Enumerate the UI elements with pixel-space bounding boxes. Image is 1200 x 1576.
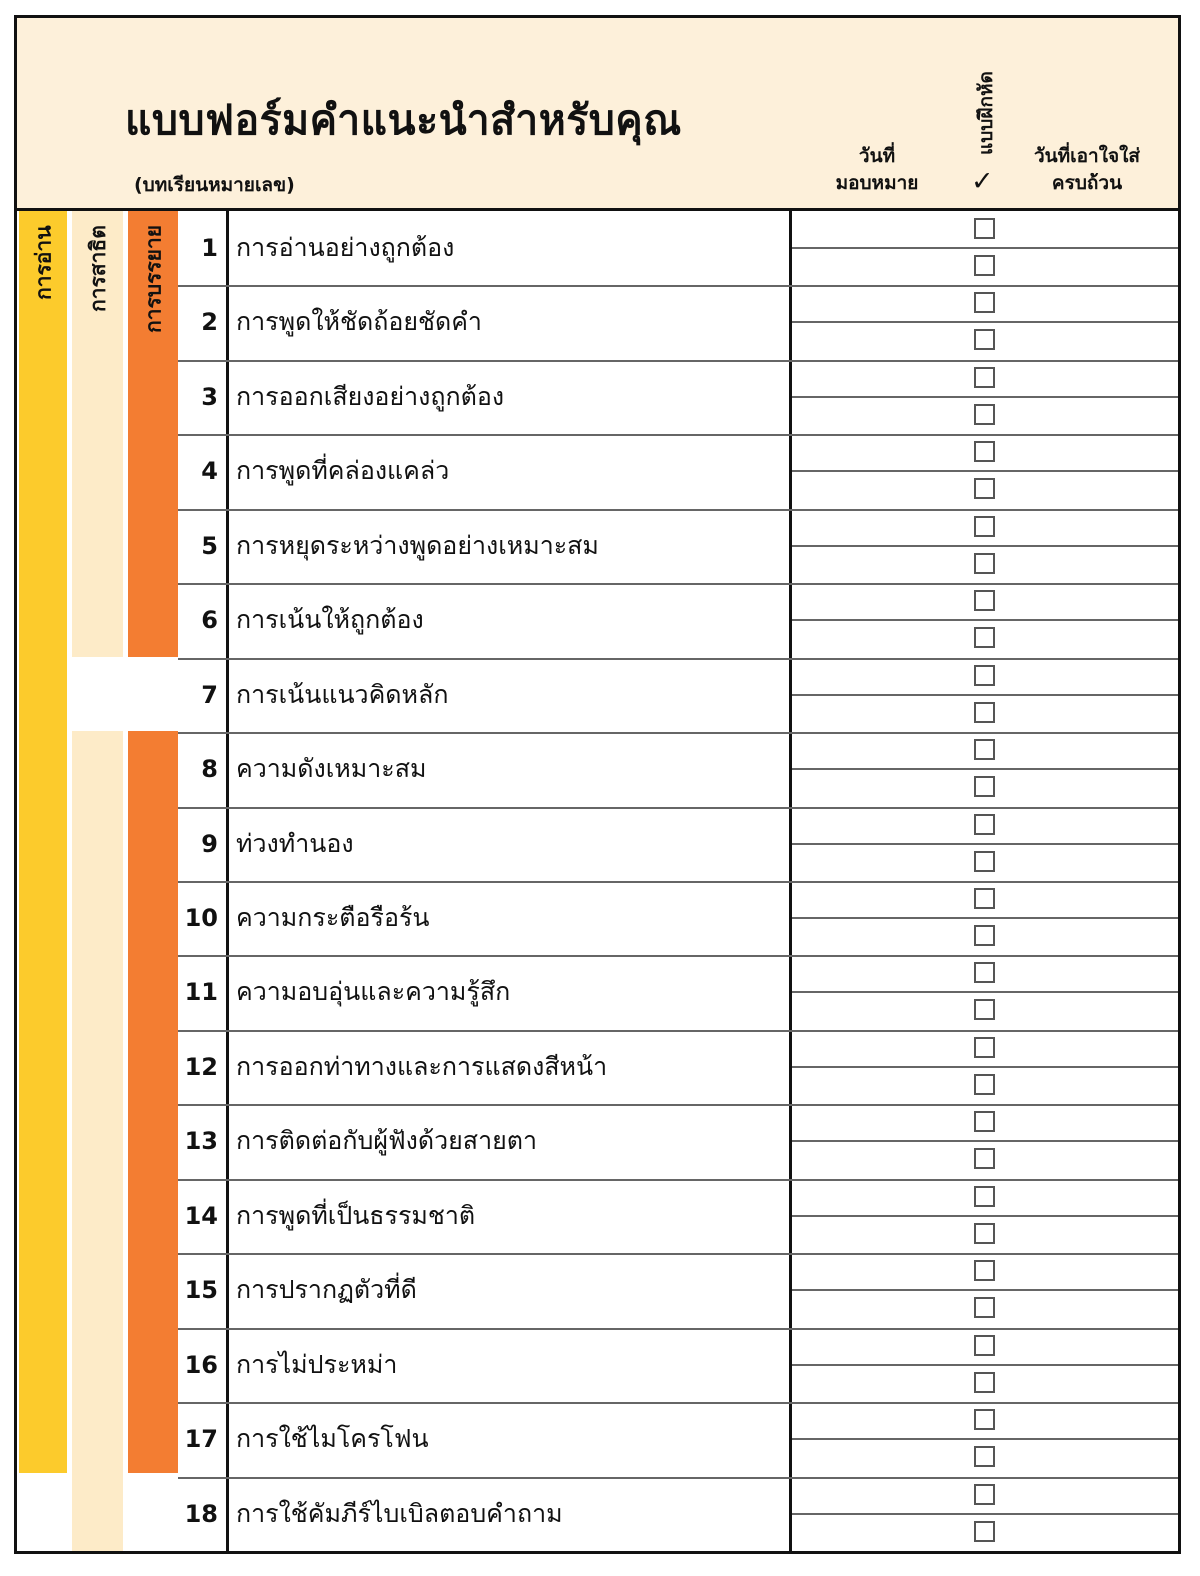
lesson-label: การพูดให้ชัดถ้อยชัดคำ	[236, 307, 482, 337]
sub-row-divider	[792, 843, 1178, 845]
worksheet-checkbox[interactable]	[974, 776, 995, 797]
form-title: แบบฟอร์มคำแนะนำสำหรับคุณ	[125, 96, 682, 144]
sub-row-divider	[792, 694, 1178, 696]
worksheet-checkbox[interactable]	[974, 888, 995, 909]
lesson-number: 12	[184, 1052, 218, 1081]
lesson-row	[178, 658, 1178, 732]
lesson-row	[178, 1402, 1178, 1476]
lesson-label: การเน้นแนวคิดหลัก	[236, 679, 449, 709]
checkmark-icon: ✓	[971, 166, 994, 197]
category-talk-stripe	[128, 211, 178, 657]
lesson-row	[178, 211, 1178, 285]
form-header	[17, 18, 1178, 211]
worksheet-label: แบบฝึกหัด	[975, 71, 997, 155]
lesson-row	[178, 1253, 1178, 1327]
column-header-worksheet	[961, 58, 1011, 198]
worksheet-checkbox[interactable]	[974, 962, 995, 983]
lesson-row	[178, 1477, 1178, 1551]
column-header-completed-date: วันที่เอาใจใส่ ครบถ้วน	[1033, 145, 1141, 194]
worksheet-checkbox[interactable]	[974, 1446, 995, 1467]
lesson-table	[17, 211, 1178, 1551]
lesson-number: 2	[201, 308, 218, 337]
sub-row-divider	[792, 768, 1178, 770]
lesson-number: 18	[184, 1499, 218, 1528]
worksheet-checkbox[interactable]	[974, 1409, 995, 1430]
lesson-number-subtitle: (บทเรียนหมายเลข)	[134, 174, 295, 196]
worksheet-checkbox[interactable]	[974, 1223, 995, 1244]
worksheet-checkbox[interactable]	[974, 590, 995, 611]
lesson-row	[178, 1030, 1178, 1104]
lesson-label: การติดต่อกับผู้ฟังด้วยสายตา	[236, 1126, 538, 1156]
worksheet-checkbox[interactable]	[974, 1260, 995, 1281]
sub-row-divider	[792, 1438, 1178, 1440]
lesson-number: 8	[201, 755, 218, 784]
lesson-number: 13	[184, 1127, 218, 1156]
worksheet-checkbox[interactable]	[974, 1484, 995, 1505]
lesson-label: การอ่านอย่างถูกต้อง	[236, 233, 455, 262]
worksheet-checkbox[interactable]	[974, 478, 995, 499]
lesson-label: การไม่ประหม่า	[236, 1349, 398, 1379]
sub-row-divider	[792, 1140, 1178, 1142]
lesson-label: การพูดที่เป็นธรรมชาติ	[236, 1200, 476, 1230]
lesson-label: ความอบอุ่นและความรู้สึก	[236, 977, 511, 1007]
sub-row-divider	[792, 1066, 1178, 1068]
worksheet-checkbox[interactable]	[974, 627, 995, 648]
lesson-label: ท่วงทำนอง	[236, 828, 354, 858]
lesson-number: 11	[184, 978, 218, 1007]
sub-row-divider	[792, 321, 1178, 323]
lesson-row	[178, 1179, 1178, 1253]
worksheet-checkbox[interactable]	[974, 999, 995, 1020]
sub-row-divider	[792, 619, 1178, 621]
category-reading-stripe	[19, 211, 67, 1473]
worksheet-checkbox[interactable]	[974, 404, 995, 425]
lesson-row	[178, 732, 1178, 806]
lesson-label: การหยุดระหว่างพูดอย่างเหมาะสม	[236, 530, 599, 560]
lesson-number: 1	[201, 234, 218, 262]
lesson-row	[178, 807, 1178, 881]
worksheet-checkbox[interactable]	[974, 1111, 995, 1132]
lesson-row	[178, 360, 1178, 434]
lesson-number: 7	[201, 680, 218, 709]
lesson-row	[178, 434, 1178, 508]
lesson-number: 5	[201, 531, 218, 560]
lesson-number: 3	[201, 382, 218, 411]
lesson-label: การใช้ไมโครโฟน	[236, 1424, 429, 1454]
lesson-number: 4	[201, 457, 218, 486]
worksheet-checkbox[interactable]	[974, 814, 995, 835]
worksheet-checkbox[interactable]	[974, 665, 995, 686]
column-header-assigned-date: วันที่ มอบหมาย	[835, 145, 919, 194]
lesson-number: 9	[201, 829, 218, 858]
worksheet-checkbox[interactable]	[974, 1335, 995, 1356]
sub-row-divider	[792, 1289, 1178, 1291]
lesson-row	[178, 1104, 1178, 1178]
worksheet-checkbox[interactable]	[974, 367, 995, 388]
sub-row-divider	[792, 247, 1178, 249]
category-talk-stripe-lower	[128, 731, 178, 1473]
sub-row-divider	[792, 917, 1178, 919]
worksheet-checkbox[interactable]	[974, 1521, 995, 1542]
lesson-label: ความกระตือรือร้น	[236, 903, 430, 932]
lesson-row	[178, 509, 1178, 583]
category-demonstration-stripe	[72, 211, 123, 657]
sub-row-divider	[792, 1215, 1178, 1217]
category-talk-label: การบรรยาย	[141, 225, 166, 334]
worksheet-checkbox[interactable]	[974, 553, 995, 574]
sub-row-divider	[792, 1513, 1178, 1515]
sub-row-divider	[792, 396, 1178, 398]
worksheet-checkbox[interactable]	[974, 516, 995, 537]
lesson-number: 17	[184, 1425, 218, 1454]
worksheet-checkbox[interactable]	[974, 1148, 995, 1169]
worksheet-checkbox[interactable]	[974, 255, 995, 276]
worksheet-checkbox[interactable]	[974, 292, 995, 313]
sub-row-divider	[792, 1364, 1178, 1366]
category-reading-label: การอ่าน	[31, 225, 56, 300]
lesson-label: การออกท่าทางและการแสดงสีหน้า	[236, 1051, 608, 1081]
worksheet-checkbox[interactable]	[974, 329, 995, 350]
lesson-row	[178, 583, 1178, 657]
lesson-label: ความดังเหมาะสม	[236, 754, 427, 784]
sub-row-divider	[792, 991, 1178, 993]
lesson-row	[178, 955, 1178, 1029]
worksheet-checkbox[interactable]	[974, 441, 995, 462]
worksheet-checkbox[interactable]	[974, 1186, 995, 1207]
lesson-row	[178, 1328, 1178, 1402]
lesson-number: 14	[184, 1201, 218, 1230]
worksheet-checkbox[interactable]	[974, 925, 995, 946]
counsel-form	[14, 15, 1181, 1554]
worksheet-checkbox[interactable]	[974, 851, 995, 872]
worksheet-checkbox[interactable]	[974, 1297, 995, 1318]
lesson-row	[178, 881, 1178, 955]
category-demonstration-stripe-lower	[72, 731, 123, 1551]
worksheet-checkbox[interactable]	[974, 1372, 995, 1393]
lesson-number: 15	[184, 1276, 218, 1305]
worksheet-checkbox[interactable]	[974, 1074, 995, 1095]
worksheet-checkbox[interactable]	[974, 702, 995, 723]
sub-row-divider	[792, 470, 1178, 472]
lesson-label: การพูดที่คล่องแคล่ว	[236, 456, 450, 486]
lesson-label: การออกเสียงอย่างถูกต้อง	[236, 381, 505, 411]
sub-row-divider	[792, 545, 1178, 547]
lesson-number: 16	[184, 1350, 218, 1379]
category-demonstration-label: การสาธิต	[86, 225, 110, 312]
worksheet-checkbox[interactable]	[974, 1037, 995, 1058]
lesson-label: การเน้นให้ถูกต้อง	[236, 605, 424, 635]
worksheet-checkbox[interactable]	[974, 218, 995, 239]
lesson-label: การปรากฏตัวที่ดี	[236, 1275, 417, 1305]
lesson-row	[178, 285, 1178, 359]
worksheet-checkbox[interactable]	[974, 739, 995, 760]
lesson-label: การใช้คัมภีร์ไบเบิลตอบคำถาม	[236, 1498, 563, 1528]
lesson-number: 10	[184, 904, 218, 932]
lesson-number: 6	[201, 606, 218, 635]
